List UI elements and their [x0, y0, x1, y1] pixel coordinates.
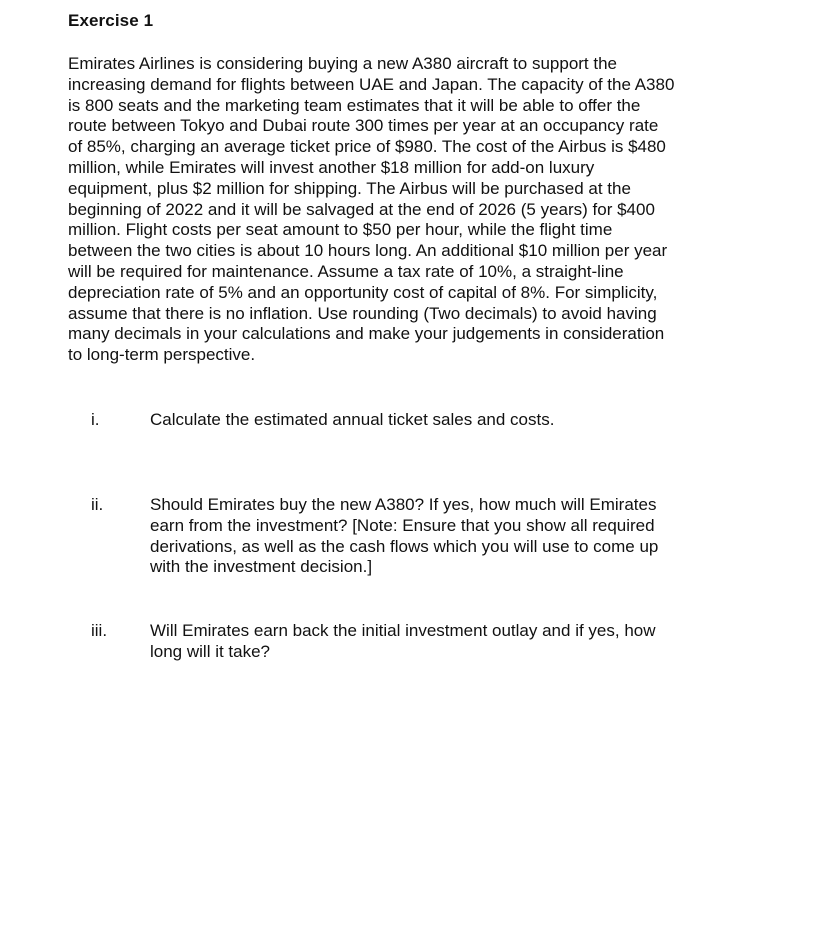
problem-statement: [68, 54, 728, 366]
question-line: long will it take?: [150, 641, 271, 661]
paragraph-line: beginning of 2022 and it will be salvaged at the end of 2026 (5 years) for $400: [68, 199, 655, 219]
paragraph-line: assume that there is no inflation. Use rounding (Two decimals) to avoid having: [68, 303, 657, 323]
paragraph-line: is 800 seats and the marketing team estimates that it will be able to offer the: [68, 95, 641, 115]
exercise-title: Exercise 1: [68, 11, 154, 30]
paragraph-line: between the two cities is about 10 hours long. An additional $10 million per year: [68, 241, 668, 261]
paragraph-line: will be required for maintenance. Assume a tax rate of 10%, a straight-line: [68, 261, 624, 281]
question-text: [150, 621, 730, 663]
paragraph-line: increasing demand for flights between UAE and Japan. The capacity of the A380: [68, 74, 675, 94]
question-line: with the investment decision.]: [150, 557, 373, 577]
paragraph-line: million. Flight costs per seat amount to $50 per hour, while the flight time: [68, 220, 613, 240]
question-line: Should Emirates buy the new A380? If yes, how much will Emirates: [150, 495, 657, 514]
paragraph-line: to long-term perspective.: [68, 345, 256, 365]
paragraph-line: of 85%, charging an average ticket price of $980. The cost of the Airbus is $480: [68, 137, 666, 157]
question-line: Calculate the estimated annual ticket sales and costs.: [150, 410, 555, 429]
paragraph-line: equipment, plus $2 million for shipping. The Airbus will be purchased at the: [68, 178, 631, 198]
question-line: Will Emirates earn back the initial investment outlay and if yes, how: [150, 621, 656, 640]
question-text: [150, 410, 730, 431]
question-number: i.: [91, 410, 100, 429]
question-line: derivations, as well as the cash flows which you will use to come up: [150, 536, 659, 556]
paragraph-line: million, while Emirates will invest another $18 million for add-on luxury: [68, 157, 595, 177]
question-number: iii.: [91, 621, 108, 640]
question-number: ii.: [91, 495, 104, 514]
paragraph-line: many decimals in your calculations and make your judgements in consideration: [68, 324, 665, 344]
paragraph-line: Emirates Airlines is considering buying a new A380 aircraft to support the: [68, 54, 618, 73]
paragraph-line: route between Tokyo and Dubai route 300 times per year at an occupancy rate: [68, 116, 659, 136]
paragraph-line: depreciation rate of 5% and an opportunity cost of capital of 8%. For simplicity,: [68, 282, 658, 302]
question-text: [150, 495, 730, 578]
question-line: earn from the investment? [Note: Ensure that you show all required: [150, 515, 655, 535]
